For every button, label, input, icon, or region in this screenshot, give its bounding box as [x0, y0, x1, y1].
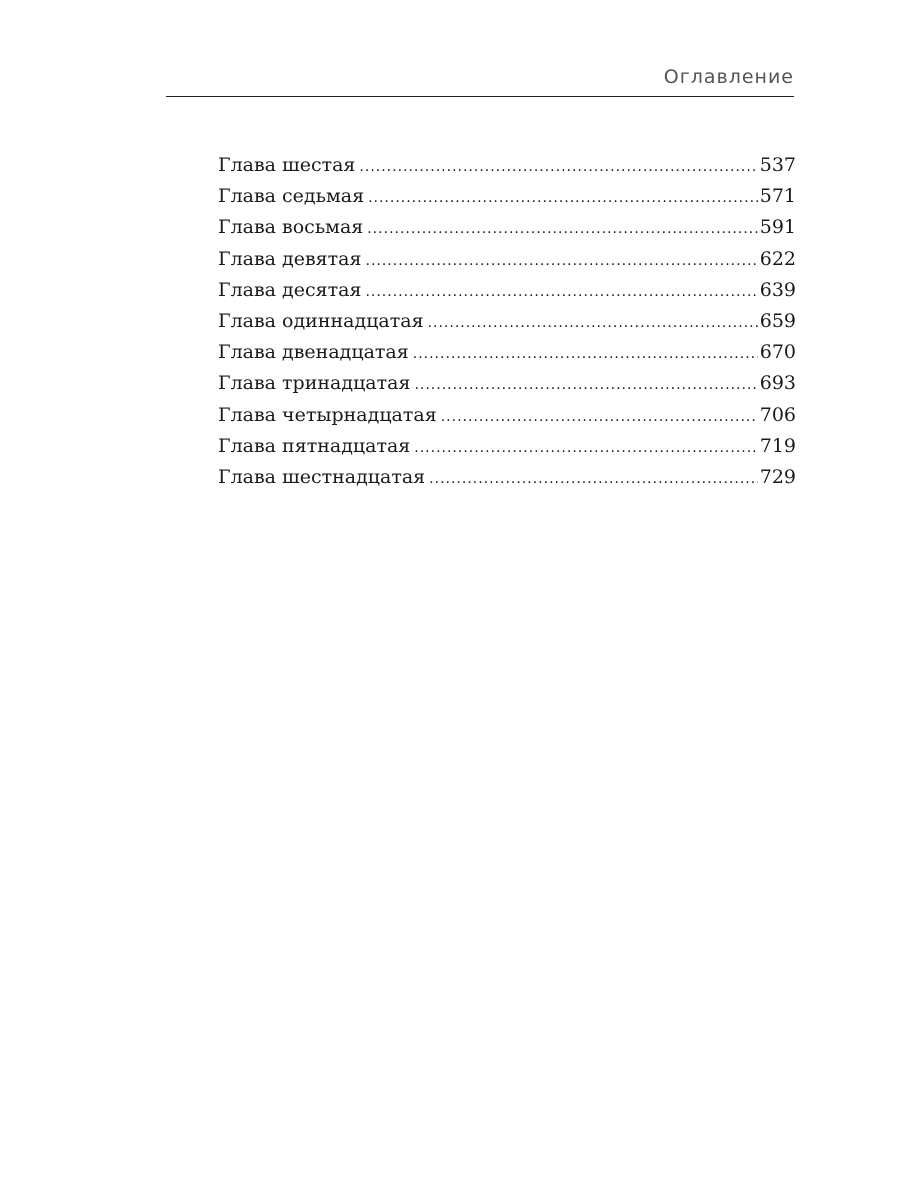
toc-entry	[218, 306, 796, 337]
toc-entry-page: 659	[759, 309, 796, 332]
toc-entry-page: 571	[759, 185, 796, 208]
toc-entry-page: 719	[759, 434, 796, 457]
dot-leader	[414, 433, 757, 464]
dot-leader	[368, 183, 758, 214]
toc-entry-page: 693	[759, 372, 796, 395]
toc-entry-title: Глава седьмая	[218, 185, 365, 208]
header-rule	[166, 96, 794, 97]
toc-entry	[218, 275, 796, 306]
dot-leader	[365, 277, 757, 308]
dot-leader	[414, 370, 757, 401]
toc-entry-title: Глава двенадцатая	[218, 341, 409, 364]
toc-entry	[218, 462, 796, 493]
running-head: Оглавление	[663, 66, 794, 88]
toc-entry-page: 729	[759, 465, 796, 488]
toc-entry-title: Глава шестая	[218, 154, 356, 176]
toc-entry-title: Глава восьмая	[218, 216, 364, 239]
toc-entry-title: Глава шестнадцатая	[218, 465, 426, 488]
toc-entry-page: 639	[759, 278, 796, 301]
toc-entry	[218, 400, 796, 431]
dot-leader	[359, 152, 757, 183]
toc-entry-page: 591	[759, 216, 796, 239]
dot-leader	[413, 339, 758, 370]
toc-entry	[218, 244, 796, 275]
dot-leader	[366, 246, 758, 277]
toc-entry	[218, 368, 796, 399]
toc-entry-title: Глава одиннадцатая	[218, 309, 424, 332]
toc-entry	[218, 337, 796, 368]
dot-leader	[429, 464, 758, 495]
toc-entry-title: Глава тринадцатая	[218, 372, 411, 395]
dot-leader	[441, 402, 758, 433]
toc-entry-title: Глава четырнадцатая	[218, 403, 437, 426]
toc-entry	[218, 431, 796, 462]
toc-entry	[218, 212, 796, 243]
toc-entry-title: Глава пятнадцатая	[218, 434, 411, 457]
toc-entry-title: Глава десятая	[218, 278, 362, 301]
toc-entry-page: 537	[759, 154, 796, 176]
toc-entry	[218, 150, 796, 181]
toc-entry-page: 622	[759, 247, 796, 270]
toc-entry	[218, 181, 796, 212]
dot-leader	[428, 308, 758, 339]
toc-entry-page: 706	[759, 403, 796, 426]
dot-leader	[367, 214, 757, 245]
table-of-contents	[218, 150, 796, 493]
toc-entry-title: Глава девятая	[218, 247, 362, 270]
toc-entry-page: 670	[759, 341, 796, 364]
